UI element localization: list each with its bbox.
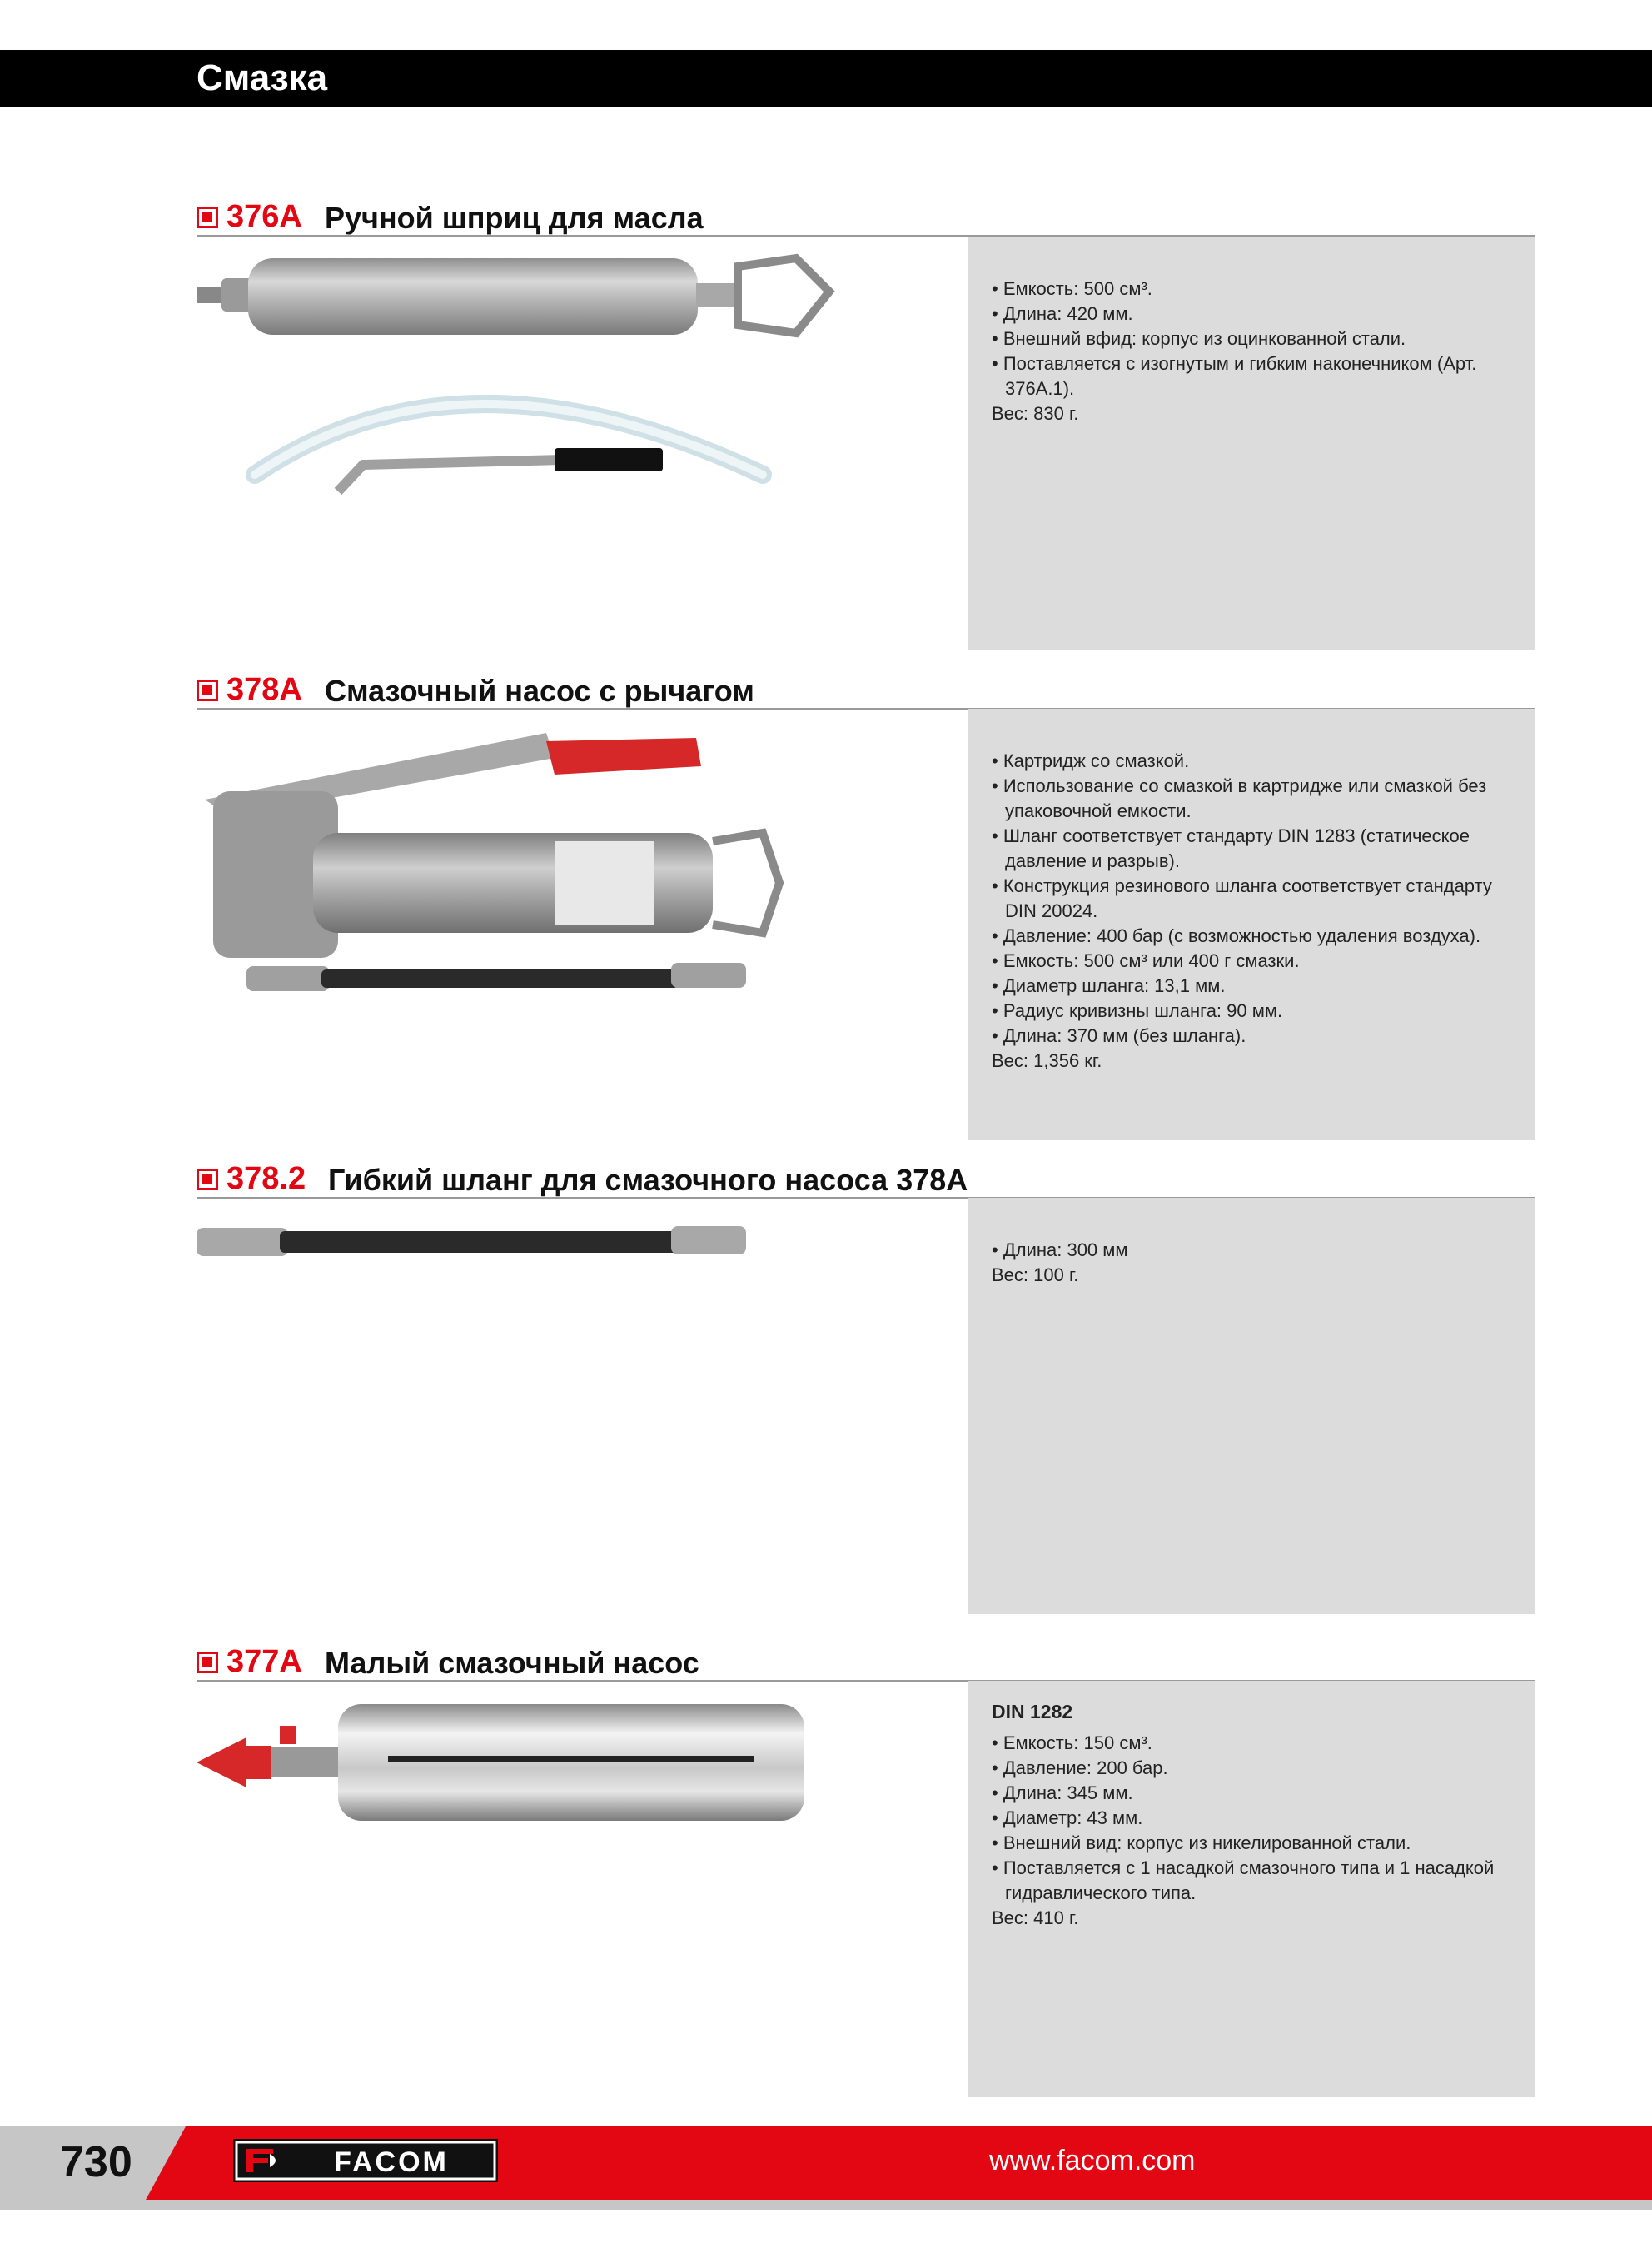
- spec-line: • Диаметр: 43 мм.: [992, 1806, 1512, 1831]
- product-code: 378A: [226, 672, 302, 707]
- product-title: Малый смазочный насос: [325, 1646, 699, 1680]
- facom-logo: [233, 2137, 498, 2184]
- product-code: 377A: [226, 1644, 302, 1679]
- page-number: 730: [60, 2138, 132, 2186]
- section-heading: [197, 670, 1535, 710]
- spec-line: • Конструкция резинового шланга соответствует стандарту DIN 20024.: [992, 874, 1512, 924]
- info-panel: [968, 1681, 1535, 2097]
- spec-line: • Длина: 345 мм.: [992, 1781, 1512, 1806]
- weight-line: Вес: 100 г.: [992, 1264, 1079, 1285]
- spec-line: • Внешний вид: корпус из никелированной стали.: [992, 1831, 1512, 1856]
- spec-line: • Картридж со смазкой.: [992, 749, 1512, 774]
- section-heading: [197, 1159, 1535, 1199]
- square-bullet-icon: [197, 1652, 218, 1673]
- spec-line: • Емкость: 150 см³.: [992, 1731, 1512, 1756]
- square-bullet-icon: [197, 1169, 218, 1190]
- spec-line: • Поставляется с изогнутым и гибким наконечником (Арт. 376A.1).: [992, 351, 1512, 401]
- weight-line: Вес: 1,356 кг.: [992, 1050, 1102, 1071]
- spec-line: • Емкость: 500 см³ или 400 г смазки.: [992, 949, 1512, 974]
- page-title: Смазка: [197, 57, 328, 98]
- product-title: Смазочный насос с рычагом: [325, 674, 754, 708]
- weight-line: Вес: 410 г.: [992, 1907, 1079, 1928]
- lever-grease-gun-image: [197, 725, 846, 1012]
- spec-line: • Поставляется с 1 насадкой смазочного типа и 1 насадкой гидравлического типа.: [992, 1856, 1512, 1906]
- spec-line: • Диаметр шланга: 13,1 мм.: [992, 974, 1512, 999]
- flexible-hose-image: [197, 1221, 763, 1267]
- spec-line: • Емкость: 500 см³.: [992, 277, 1512, 302]
- info-panel: [968, 709, 1535, 1140]
- spec-line: • Шланг соответствует стандарту DIN 1283 (статическое давление и разрыв).: [992, 824, 1512, 874]
- spec-line: • Длина: 300 мм: [992, 1238, 1512, 1263]
- spec-line: • Внешний вфид: корпус из оцинкованной стали.: [992, 326, 1512, 351]
- spec-line: • Давление: 400 бар (с возможностью удаления воздуха).: [992, 924, 1512, 949]
- spec-line: • Давление: 200 бар.: [992, 1756, 1512, 1781]
- square-bullet-icon: [197, 207, 218, 228]
- spec-line: • Радиус кривизны шланга: 90 мм.: [992, 999, 1512, 1024]
- brand-name: FACOM: [334, 2146, 449, 2178]
- section-heading: [197, 197, 1535, 237]
- square-bullet-icon: [197, 680, 218, 701]
- info-panel: [968, 237, 1535, 650]
- standard-label: DIN 1282: [992, 1701, 1073, 1722]
- spec-line: • Длина: 420 мм.: [992, 302, 1512, 326]
- small-grease-pump-image: [197, 1696, 846, 1833]
- spec-line: • Использование со смазкой в картридже или смазкой без упаковочной емкости.: [992, 774, 1512, 824]
- spec-line: • Длина: 370 мм (без шланга).: [992, 1024, 1512, 1049]
- product-code: 376A: [226, 199, 302, 234]
- oil-syringe-image: [197, 242, 846, 512]
- page-header: [0, 50, 1652, 107]
- product-code: 378.2: [226, 1161, 306, 1196]
- info-panel: [968, 1198, 1535, 1614]
- weight-line: Вес: 830 г.: [992, 403, 1079, 424]
- section-heading: [197, 1642, 1535, 1682]
- footer-bottom-strip: [0, 2200, 1652, 2210]
- product-title: Гибкий шланг для смазочного насоса 378A: [328, 1163, 968, 1197]
- product-title: Ручной шприц для масла: [325, 201, 704, 235]
- footer-website-link[interactable]: www.facom.com: [989, 2145, 1196, 2176]
